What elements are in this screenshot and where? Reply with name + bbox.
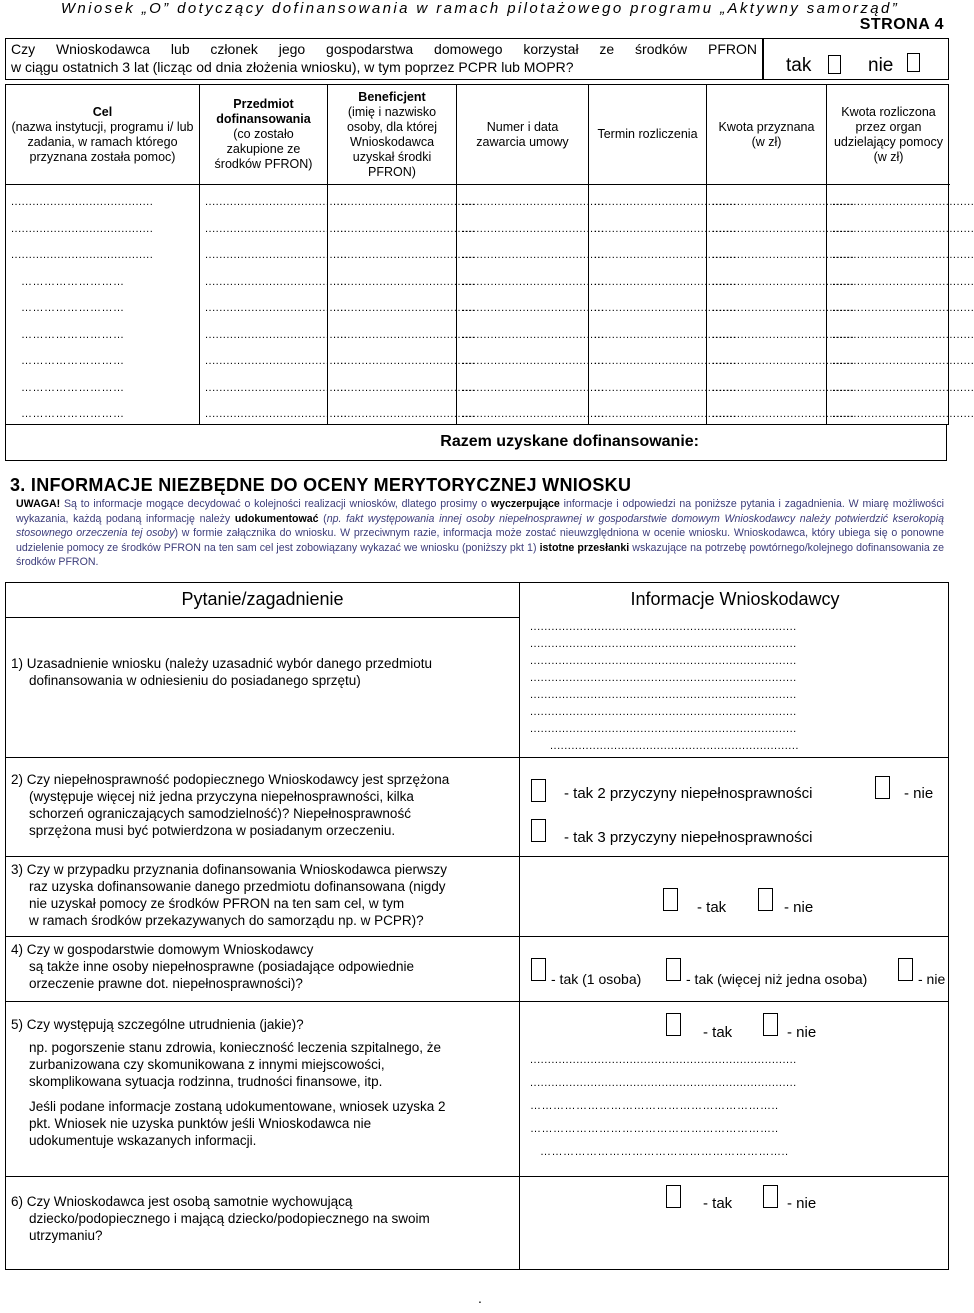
q6-no-label: - nie: [787, 1195, 817, 1212]
row-3-rule: [6, 936, 948, 937]
q4-no-label: - nie: [918, 971, 946, 987]
column-goal-dots[interactable]: ........................................ ........................................ ........................................ ……………………… ……………………… ……………………… ……………………… ……………………… ………………………: [11, 196, 154, 420]
q5-yes-label: - tak: [703, 1024, 733, 1041]
table-divider: [519, 583, 520, 1269]
q4-one-person-label: - tak (1 osoba): [551, 971, 642, 987]
section-3-notice: UWAGA! Są to informacje mogące decydować o kolejności realizacji wniosków, dlatego prosimy o wyczerpujące informacje i odpowiedzi na poniższe pytania i zagadnienia. W miarę możliwości wykazania, każdą podaną informację należy udokumentować (np. fakt występowania innej osoby niepełnosprawnej w gospodarstwie domowym Wnioskodawcy należy potwierdzić kserokopią stosownego orzeczenia tej osoby) w formie załącznika do wniosku. W przeciwnym razie, informacja może zostać nieuwzględniona w ocenie wniosku. Wnioskodawca, który ubiega się o ponowne udzielenie pomocy ze środków PFRON na ten sam cel jest zobowiązany wykazać we wniosku (poniższy pkt 1) istotne przesłanki wskazujące na potrzebę powtórnego/kolejnego dofinansowania ze środków PFRON.: [16, 498, 945, 568]
row-4-rule: [6, 1001, 948, 1002]
column-contract: [457, 85, 605, 461]
q6-yes-checkbox[interactable]: [666, 1185, 681, 1208]
q4-one-person-checkbox[interactable]: [531, 958, 546, 981]
column-beneficiary-dots[interactable]: ........................................ ........................................ ........................................ ........................................ ........................................ ........................................ ........................................ ........................................ ........................................: [333, 196, 476, 420]
column-beneficiary-header: [328, 85, 456, 185]
column-goal-title: Cel: [92, 104, 113, 119]
pfron-usage-question: [5, 38, 763, 80]
total-row: [5, 424, 949, 462]
column-settlement-date: [589, 85, 737, 461]
q2-two-causes-label: - tak 2 przyczyny niepełnosprawności: [564, 785, 813, 802]
answer-1-dots[interactable]: ........................................................................... ........................................................................... ........................................................................... ........................................................................... ........................................................................... ........................................................................... ........................................................................... ......................................................................: [530, 621, 799, 752]
header-answer: Informacje Wnioskodawcy: [630, 589, 840, 609]
q2-three-causes-label: - tak 3 przyczyny niepełnosprawności: [564, 829, 813, 846]
pfron-no-checkbox[interactable]: [907, 53, 920, 72]
question-3: 3) Czy w przypadku przyznania dofinansowania Wnioskodawca pierwszy raz uzyska dofinansowanie danego przedmiotu dofinansowana (nigdy nie uzyskał pomocy ze środków PFRON na ten sam cel, w tym w ramach środków przekazywanych do samorządu np. w PCPR)?: [11, 862, 447, 928]
row-1-rule: [6, 757, 948, 758]
q2-no-checkbox[interactable]: [875, 776, 890, 799]
q3-no-label: - nie: [784, 899, 814, 916]
column-goal-desc: (nazwa instytucji, programu i/ lub zadania, w ramach którego przyznana została pomoc): [11, 119, 194, 164]
column-subject-title: Przedmiot dofinansowania: [216, 97, 311, 126]
footer-mark: .: [478, 1290, 482, 1306]
column-subject-dots[interactable]: ........................................ ........................................ ........................................ ........................................ ........................................ ........................................ ........................................ ........................................ ........................................: [205, 196, 348, 420]
column-settlement-dots[interactable]: ........................................ ........................................ ........................................ ........................................ ........................................ ........................................ ........................................ ........................................ ........................................: [594, 196, 737, 420]
page-number: STRONA 4: [859, 16, 944, 33]
q4-no-checkbox[interactable]: [898, 958, 913, 981]
pfron-yes-no: [763, 38, 949, 80]
pfron-history-table: [5, 84, 974, 462]
question-1: 1) Uzasadnienie wniosku (należy uzasadnić wybór danego przedmiotu dofinansowania w odniesieniu do posiadanego sprzętu): [11, 656, 432, 688]
column-subject: [200, 85, 348, 461]
column-settlement-header: Termin rozliczenia: [589, 85, 706, 185]
row-2-rule: [6, 856, 948, 857]
q3-no-checkbox[interactable]: [758, 888, 773, 911]
pfron-yes-label: tak: [786, 55, 812, 76]
q6-no-checkbox[interactable]: [763, 1185, 778, 1208]
total-label: Razem uzyskane dofinansowanie:: [440, 433, 699, 450]
q3-yes-checkbox[interactable]: [663, 888, 678, 911]
q5-no-checkbox[interactable]: [763, 1013, 778, 1036]
column-subject-header: [200, 85, 327, 185]
row-5-rule: [6, 1176, 948, 1177]
column-amount-settled-dots[interactable]: ........................................ ........................................ ........................................ ........................................ ........................................ ........................................ ........................................ ........................................ ........................................: [832, 196, 974, 420]
pfron-no-label: nie: [868, 55, 894, 76]
column-amount-settled-header: Kwota rozliczona przez organ udzielający pomocy (w zł): [827, 85, 950, 185]
pfron-question-line1: Czy Wnioskodawca lub członek jego gospodarstwa domowego korzystał ze środków PFRON: [11, 41, 757, 57]
answer-5-dots[interactable]: ........................................................................... ........................................................................... ……………………………………………………….. ……………………………………………………….. ………………………………………………………..: [530, 1054, 797, 1158]
question-6: 6) Czy Wnioskodawca jest osobą samotnie wychowującą dziecko/podopiecznego i mającą dziecko/podopiecznego na swoim utrzymaniu?: [11, 1194, 430, 1243]
q5-yes-checkbox[interactable]: [666, 1013, 681, 1036]
header-rule: [6, 617, 519, 618]
q2-two-causes-checkbox[interactable]: [531, 779, 546, 802]
column-beneficiary: [328, 85, 476, 461]
q4-more-persons-label: - tak (więcej niż jedna osoba): [686, 971, 868, 987]
total-row-frame: [5, 425, 947, 461]
document-header-title: Wniosek „O” dotyczący dofinansowania w ramach pilotażowego programu „Aktywny samorząd”: [60, 0, 900, 17]
question-4: 4) Czy w gospodarstwie domowym Wnioskodawcy są także inne osoby niepełnosprawne (posiadające odpowiednie orzeczenie prawne dot. niepełnosprawności)?: [11, 942, 415, 991]
column-goal-header: [6, 85, 199, 185]
column-contract-dots[interactable]: ........................................ ........................................ ........................................ ........................................ ........................................ ........................................ ........................................ ........................................ ........................................: [462, 196, 605, 420]
notice-label: UWAGA!: [16, 498, 61, 510]
question-5: 5) Czy występują szczególne utrudnienia (jakie)? np. pogorszenie stanu zdrowia, konieczność leczenia szpitalnego, że zurbanizowana czy skomunikowana z innymi miejscowości, skomplikowana sytuacja rodzinna, trudności finansowe, itp. Jeśli podane informacje zostaną udokumentowane, wniosek uzyska 2 pkt. Wniosek nie uzyska punktów jeśli Wnioskodawca nie udokumentuje wskazanych informacji.: [11, 1017, 446, 1148]
column-amount-granted: [707, 85, 855, 461]
column-amount-settled: [827, 85, 974, 461]
questions-table: [5, 582, 949, 1270]
q5-no-label: - nie: [787, 1024, 817, 1041]
column-subject-desc: (co zostało zakupione ze środków PFRON): [214, 127, 313, 171]
pfron-yes-checkbox[interactable]: [828, 55, 841, 74]
q3-yes-label: - tak: [697, 899, 727, 916]
column-amount-granted-dots[interactable]: ........................................ ........................................ ........................................ ........................................ ........................................ ........................................ ........................................ ........................................ ........................................: [712, 196, 855, 420]
q2-three-causes-checkbox[interactable]: [531, 819, 546, 842]
header-question: Pytanie/zagadnienie: [181, 589, 344, 609]
column-beneficiary-title: Beneficjent: [358, 89, 426, 104]
q4-more-persons-checkbox[interactable]: [666, 958, 681, 981]
column-contract-header: Numer i data zawarcia umowy: [457, 85, 588, 185]
column-beneficiary-desc: (imię i nazwisko osoby, dla której Wnioskodawca uzyskał środki PFRON): [346, 104, 438, 179]
column-goal: [6, 85, 200, 461]
q2-no-label: - nie: [904, 785, 934, 802]
section-3-title: 3. INFORMACJE NIEZBĘDNE DO OCENY MERYTORYCZNEJ WNIOSKU: [10, 475, 632, 495]
question-2: 2) Czy niepełnosprawność podopiecznego Wnioskodawcy jest sprzężona (występuje więcej niż jedna przyczyna niepełnosprawności, kilka schorzeń ograniczających samodzielność)? Niepełnosprawność sprzężona musi być potwierdzona w posiadanym orzeczeniu.: [11, 772, 450, 838]
pfron-question-line2: w ciągu ostatnich 3 lat (licząc od dnia złożenia wniosku), w tym poprzez PCPR lub MOPR?: [11, 59, 574, 75]
column-amount-granted-header: Kwota przyznana (w zł): [707, 85, 826, 185]
q6-yes-label: - tak: [703, 1195, 733, 1212]
